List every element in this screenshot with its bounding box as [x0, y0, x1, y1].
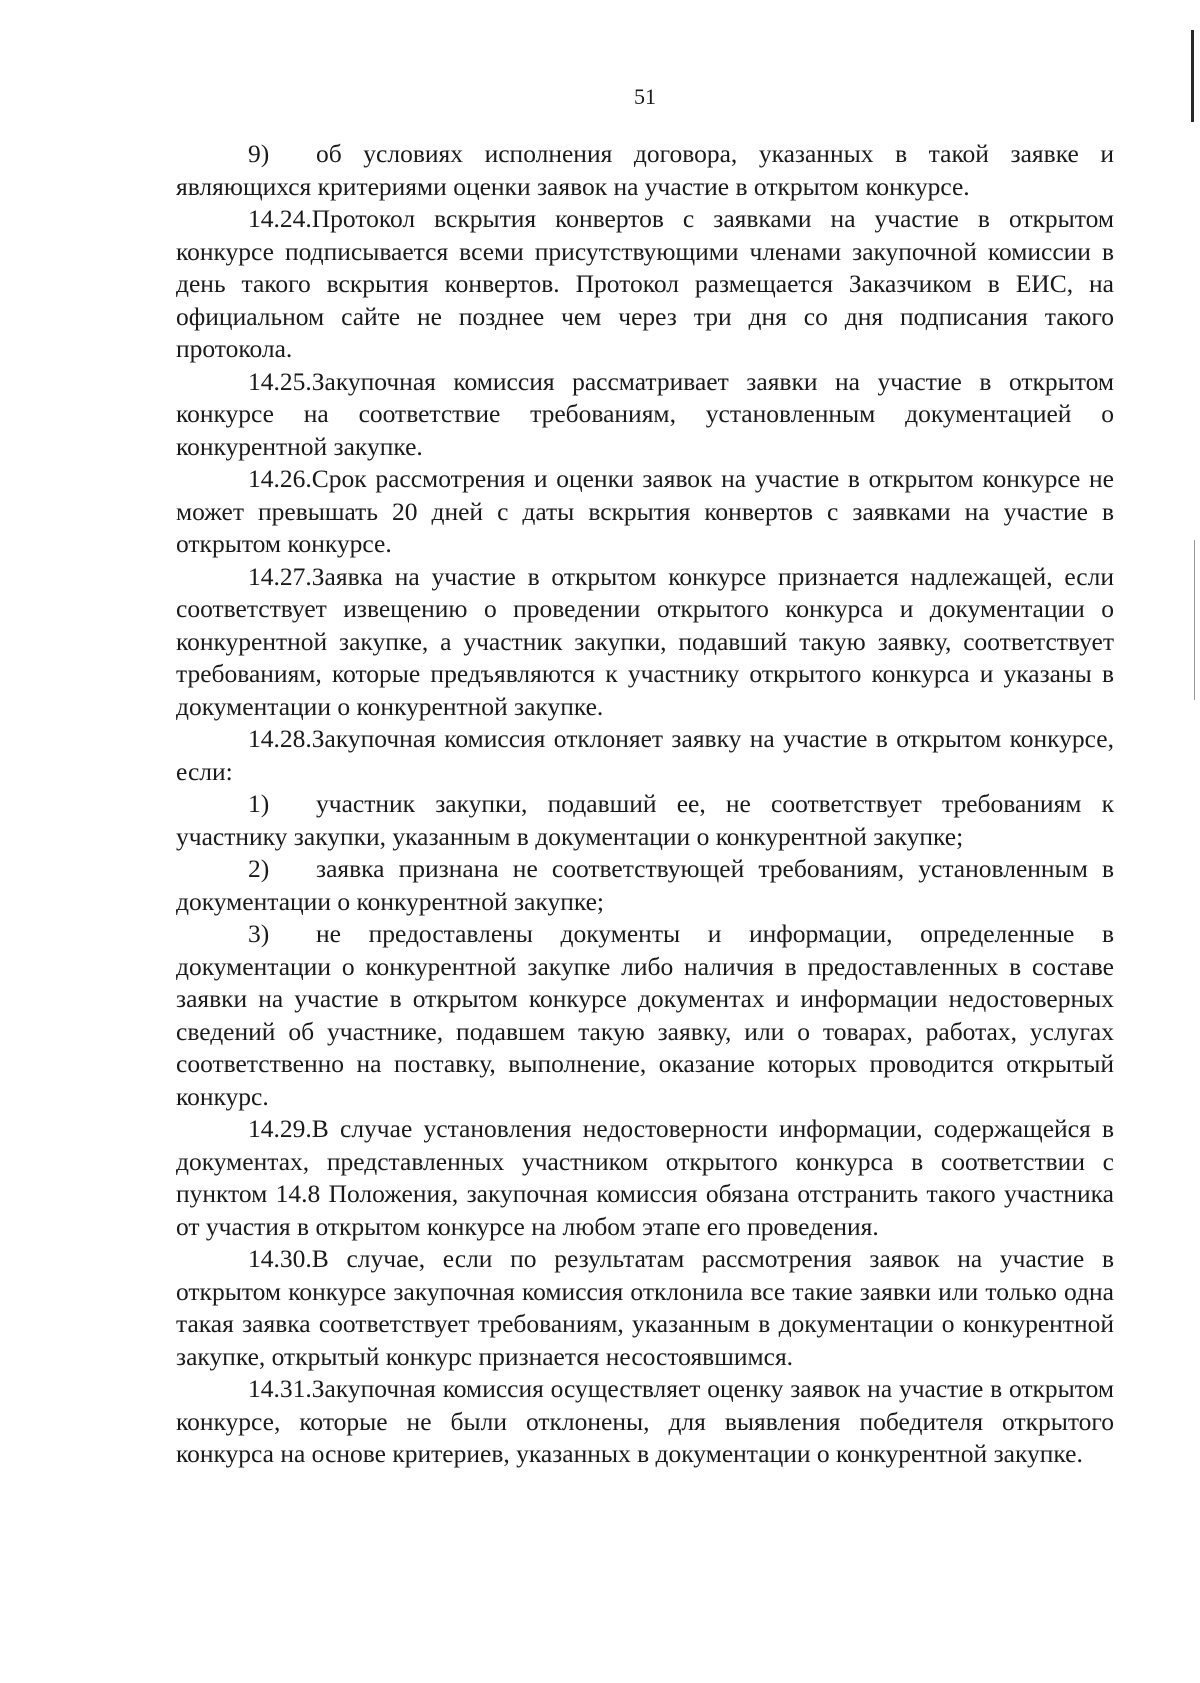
list-marker: 3)	[248, 919, 270, 948]
list-item-text: заявка признана не соответствующей требованиям, установленным в документации о конкурентной закупке;	[176, 854, 1114, 916]
list-item-text: не предоставлены документы и информации, определенные в документации о конкурентной закупке либо наличия в предоставленных в составе заявки на участие в открытом конкурсе документах и информации недостоверных сведений об участнике, подавшем такую заявку, или о товарах, работах, услугах соответственно на поставку, выполнение, оказание которых проводится открытый конкурс.	[176, 919, 1114, 1111]
list-marker: 9)	[248, 139, 270, 168]
scan-edge-mark-lower	[1194, 540, 1195, 700]
document-body	[176, 138, 1114, 1471]
clause-14-27: 14.27.Заявка на участие в открытом конкурсе признается надлежащей, если соответствует извещению о проведении открытого конкурса и документации о конкурентной закупке, а участник закупки, подавший такую заявку, соответствует требованиям, которые предъявляются к участнику открытого конкурса и указаны в документации о конкурентной закупке.	[176, 561, 1114, 721]
clause-14-24: 14.24.Протокол вскрытия конвертов с заявками на участие в открытом конкурсе подписывается всеми присутствующими членами закупочной комиссии в день такого вскрытия конвертов. Протокол размещается Заказчиком в ЕИС, на официальном сайте не позднее чем через три дня со дня подписания такого протокола.	[176, 204, 1114, 363]
clause-14-25: 14.25.Закупочная комиссия рассматривает заявки на участие в открытом конкурсе на соответствие требованиям, установленным документацией о конкурентной закупке.	[176, 366, 1114, 461]
list-item-3	[176, 918, 1114, 1113]
list-item-text: об условиях исполнения договора, указанных в такой заявке и являющихся критериями оценки заявок на участие в открытом конкурсе.	[176, 139, 1114, 201]
list-item-1	[176, 788, 1114, 853]
list-marker: 1)	[248, 789, 270, 818]
list-marker: 2)	[248, 854, 270, 883]
clause-14-29: 14.29.В случае установления недостоверности информации, содержащейся в документах, представленных участником открытого конкурса в соответствии с пунктом 14.8 Положения, закупочная комиссия обязана отстранить такого участника от участия в открытом конкурсе на любом этапе его проведения.	[176, 1114, 1114, 1241]
page-number: 51	[634, 84, 656, 109]
clause-14-28: 14.28.Закупочная комиссия отклоняет заявку на участие в открытом конкурсе, если:	[176, 724, 1114, 786]
clause-14-31: 14.31.Закупочная комиссия осуществляет оценку заявок на участие в открытом конкурсе, которые не были отклонены, для выявления победителя открытого конкурса на основе критериев, указанных в документации о конкурентной закупке.	[176, 1374, 1114, 1468]
clause-14-30: 14.30.В случае, если по результатам рассмотрения заявок на участие в открытом конкурсе закупочная комиссия отклонила все такие заявки или только одна такая заявка соответствует требованиям, указанным в документации о конкурентной закупке, открытый конкурс признается несостоявшимся.	[176, 1244, 1114, 1371]
clause-14-26: 14.26.Срок рассмотрения и оценки заявок на участие в открытом конкурсе не может превышать 20 дней с даты вскрытия конвертов с заявками на участие в открытом конкурсе.	[176, 464, 1114, 558]
list-item-9	[176, 138, 1114, 203]
list-item-text: участник закупки, подавший ее, не соответствует требованиям к участнику закупки, указанным в документации о конкурентной закупке;	[176, 789, 1114, 851]
list-item-2	[176, 853, 1114, 918]
